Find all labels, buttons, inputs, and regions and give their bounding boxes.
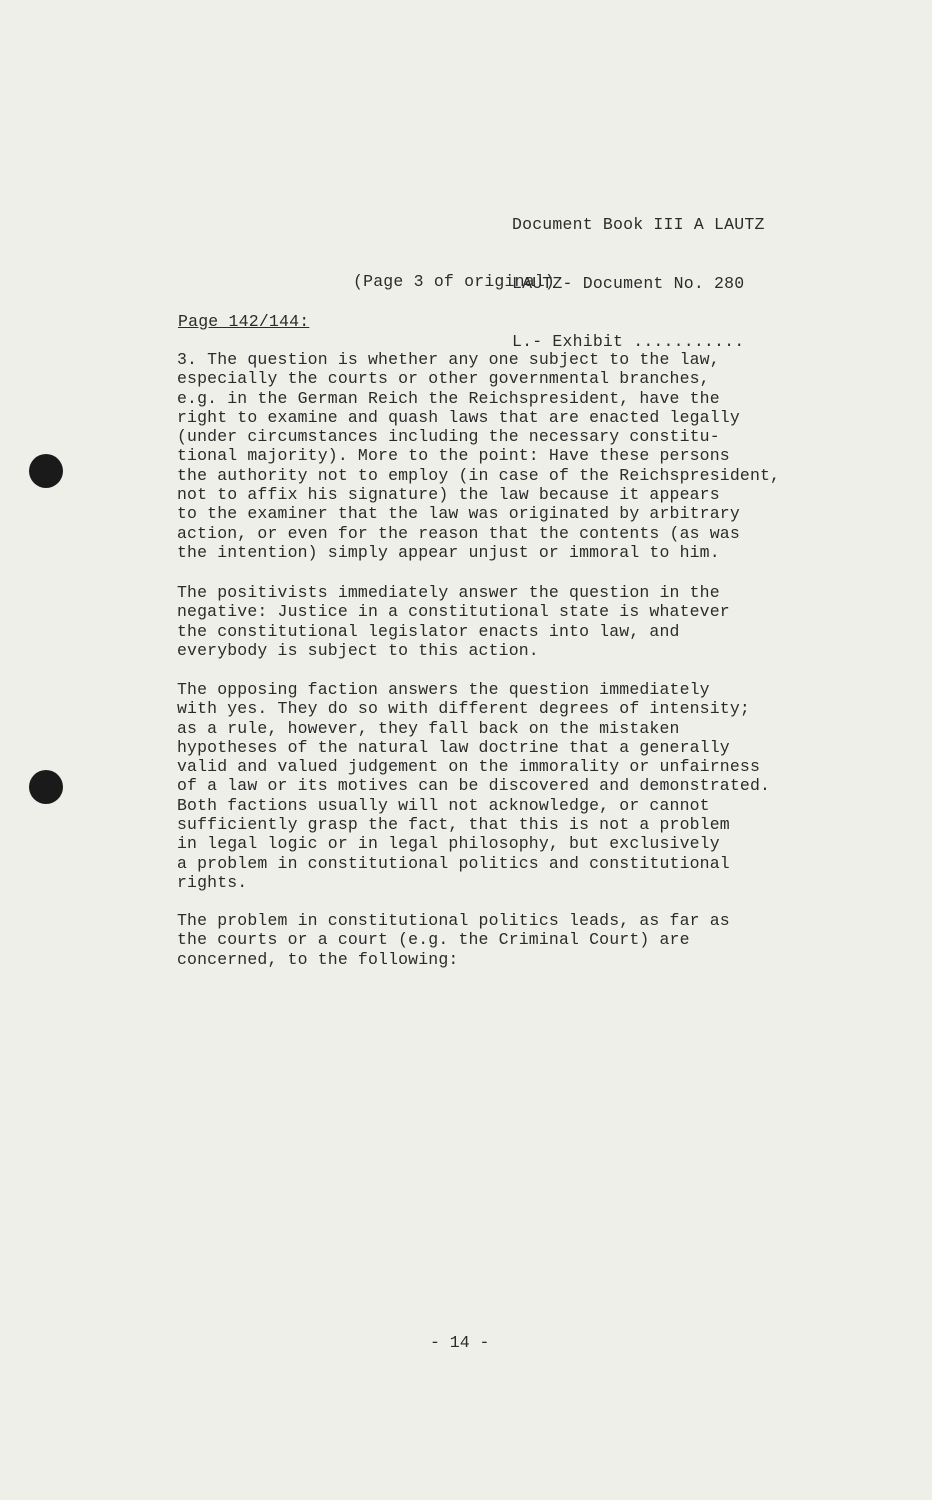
text-line: negative: Justice in a constitutional state is whatever <box>177 602 730 622</box>
text-line: a problem in constitutional politics and constitutional <box>177 853 730 873</box>
text-line: to the examiner that the law was originated by arbitrary <box>177 504 740 524</box>
text-line: The problem in constitutional politics leads, as far as <box>177 911 730 930</box>
text-line: (under circumstances including the necessary constitu- <box>177 427 720 447</box>
text-line: sufficiently grasp the fact, that this is not a problem <box>177 815 730 835</box>
paragraph-positivists <box>177 583 730 660</box>
paragraph-question <box>177 350 780 562</box>
text-line: rights. <box>177 872 248 892</box>
text-line: especially the courts or other governmental branches, <box>177 369 710 389</box>
text-line: the courts or a court (e.g. the Criminal Court) are <box>177 930 690 950</box>
text-line: concerned, to the following: <box>177 949 459 969</box>
text-line: the constitutional legislator enacts into law, and <box>177 621 680 641</box>
punch-hole-bottom <box>29 770 63 804</box>
page-reference: Page 142/144: <box>178 312 310 331</box>
text-line: right to examine and quash laws that are enacted legally <box>177 407 740 427</box>
text-line: everybody is subject to this action. <box>177 640 539 660</box>
header-exhibit-line: L.- Exhibit ........... <box>512 332 745 351</box>
text-line: 3. The question is whether any one subject to the law, <box>177 350 720 369</box>
text-line: e.g. in the German Reich the Reichspresident, have the <box>177 388 720 408</box>
page-number: - 14 - <box>430 1333 490 1352</box>
text-line: hypotheses of the natural law doctrine that a generally <box>177 737 730 757</box>
text-line: the authority not to employ (in case of the Reichspresident, <box>177 465 781 485</box>
text-line: the intention) simply appear unjust or immoral to him. <box>177 542 720 562</box>
punch-hole-top <box>29 454 63 488</box>
text-line: Both factions usually will not acknowledge, or cannot <box>177 795 710 815</box>
text-line: tional majority). More to the point: Have these persons <box>177 446 730 466</box>
text-line: with yes. They do so with different degrees of intensity; <box>177 699 750 719</box>
header-book-line: Document Book III A LAUTZ <box>512 215 765 234</box>
text-line: The positivists immediately answer the question in the <box>177 583 720 602</box>
header-document-line: LAUTZ- Document No. 280 <box>512 273 745 293</box>
text-line: action, or even for the reason that the contents (as was <box>177 523 740 543</box>
text-line: as a rule, however, they fall back on the mistaken <box>177 718 680 738</box>
text-line: in legal logic or in legal philosophy, but exclusively <box>177 834 720 854</box>
paragraph-opposing-faction <box>177 680 770 892</box>
original-page-note: (Page 3 of original) <box>353 272 556 291</box>
paragraph-constitutional-politics <box>177 911 730 969</box>
text-line: of a law or its motives can be discovered and demonstrated. <box>177 776 771 796</box>
text-line: not to affix his signature) the law because it appears <box>177 485 720 505</box>
text-line: valid and valued judgement on the immorality or unfairness <box>177 757 760 777</box>
text-line: The opposing faction answers the question immediately <box>177 680 710 699</box>
